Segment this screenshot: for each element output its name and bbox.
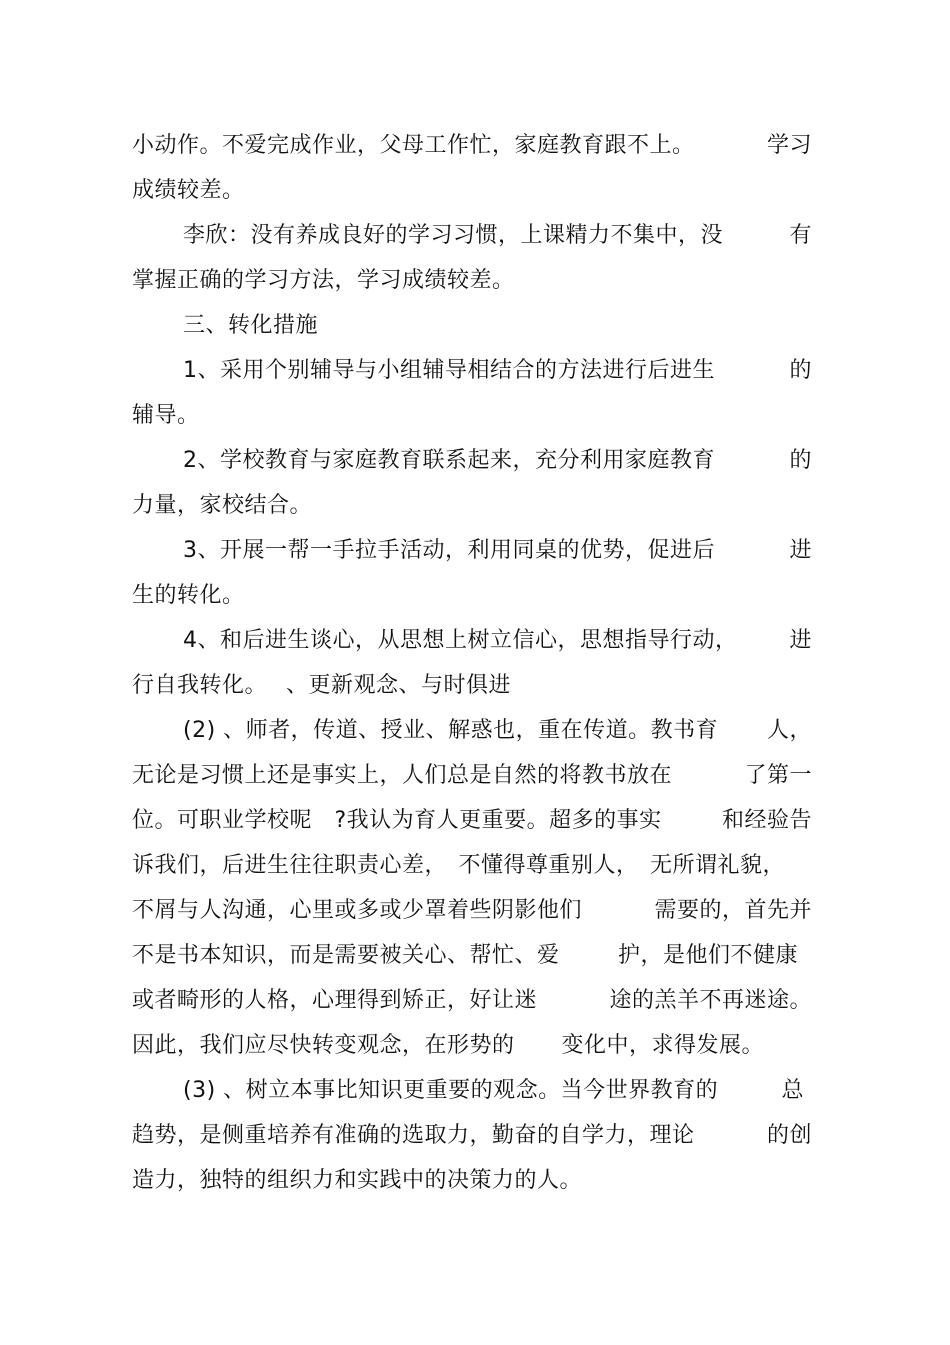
text-line-21-main: 因此，我们应尽快转变观念，在形势的	[132, 1033, 515, 1058]
text-line-12	[183, 624, 812, 658]
text-line-20-tail: 途的羔羊不再迷途。	[609, 988, 812, 1013]
text-line-15-tail: 了第一	[744, 763, 812, 788]
text-line-11	[132, 579, 812, 613]
text-line-13	[132, 669, 812, 703]
text-line-19-main: 不是书本知识，而是需要被关心、帮忙、爱	[132, 943, 560, 968]
text-line-22-tail: 总	[781, 1078, 804, 1103]
text-line-17	[132, 849, 812, 883]
text-line-20	[132, 984, 812, 1018]
text-line-9	[132, 489, 812, 523]
text-line-4	[132, 264, 812, 298]
text-line-7-main: 辅导。	[132, 403, 200, 428]
text-line-22-main: (3) 、树立本事比知识更重要的观念。当今世界教育的	[183, 1078, 719, 1103]
text-line-3	[183, 219, 812, 253]
text-line-12-main: 4、和后进生谈心，从思想上树立信心，思想指导行动，	[183, 628, 738, 653]
text-line-16-main: 位。可职业学校呢 ?我认为育人更重要。超多的事实	[132, 808, 662, 833]
text-line-7	[132, 399, 812, 433]
text-line-16-tail: 和经验告	[721, 808, 812, 833]
text-line-3-tail: 有	[789, 223, 812, 248]
text-line-21-tail: 变化中，求得发展。	[561, 1033, 764, 1058]
text-line-18	[132, 894, 812, 928]
text-line-2	[132, 174, 812, 208]
text-line-23	[132, 1119, 812, 1153]
text-line-3-main: 李欣：没有养成良好的学习习惯，上课精力不集中，没	[183, 223, 724, 248]
text-line-14-main: (2) 、师者，传道、授业、解惑也，重在传道。教书育	[183, 718, 719, 743]
text-line-8-tail: 的	[789, 448, 812, 473]
text-line-8	[183, 444, 812, 478]
text-line-14-tail: 人，	[766, 718, 812, 743]
text-line-18-main: 不屑与人沟通，心里或多或少罩着些阴影他们	[132, 898, 583, 923]
text-line-23-main: 趋势，是侧重培养有准确的选取力，勤奋的自学力，理论	[132, 1123, 695, 1148]
text-line-19	[132, 939, 812, 973]
text-line-6-tail: 的	[789, 358, 812, 383]
text-line-20-main: 或者畸形的人格，心理得到矫正，好让迷	[132, 988, 538, 1013]
text-line-9-main: 力量，家校结合。	[132, 493, 313, 518]
text-line-22	[183, 1074, 812, 1108]
text-line-15	[132, 759, 812, 793]
text-line-2-main: 成绩较差。	[132, 178, 245, 203]
text-line-10	[183, 534, 812, 568]
text-line-19-tail: 护，是他们不健康	[617, 943, 798, 968]
text-line-11-main: 生的转化。	[132, 583, 245, 608]
text-line-6-main: 1、采用个别辅导与小组辅导相结合的方法进行后进生	[183, 358, 715, 383]
text-line-10-main: 3、开展一帮一手拉手活动，利用同桌的优势，促进后	[183, 538, 715, 563]
text-line-1-main: 小动作。不爱完成作业，父母工作忙，家庭教育跟不上。	[132, 133, 695, 158]
text-line-17-main: 诉我们，后进生往往职责心差， 不懂得尊重别人， 无所谓礼貌，	[132, 853, 786, 878]
text-line-24-main: 造力，独特的组织力和实践中的决策力的人。	[132, 1168, 583, 1193]
section-heading	[183, 309, 812, 343]
text-line-1-tail: 学习	[766, 133, 812, 158]
text-line-6	[183, 354, 812, 388]
text-line-14	[183, 714, 812, 748]
text-line-21	[132, 1029, 812, 1063]
text-line-1	[132, 129, 812, 163]
text-line-4-main: 掌握正确的学习方法，学习成绩较差。	[132, 268, 515, 293]
text-line-8-main: 2、学校教育与家庭教育联系起来，充分利用家庭教育	[183, 448, 715, 473]
text-line-12-tail: 进	[789, 628, 812, 653]
text-line-15-main: 无论是习惯上还是事实上，人们总是自然的将教书放在	[132, 763, 673, 788]
text-line-13-main: 行自我转化。 、更新观念、与时俱进	[132, 673, 511, 698]
text-line-24	[132, 1164, 812, 1198]
text-line-18-tail: 需要的，首先并	[654, 898, 812, 923]
text-line-23-tail: 的创	[766, 1123, 812, 1148]
text-line-10-tail: 进	[789, 538, 812, 563]
section-heading-text: 三、转化措施	[183, 313, 319, 338]
text-line-16	[132, 804, 812, 838]
